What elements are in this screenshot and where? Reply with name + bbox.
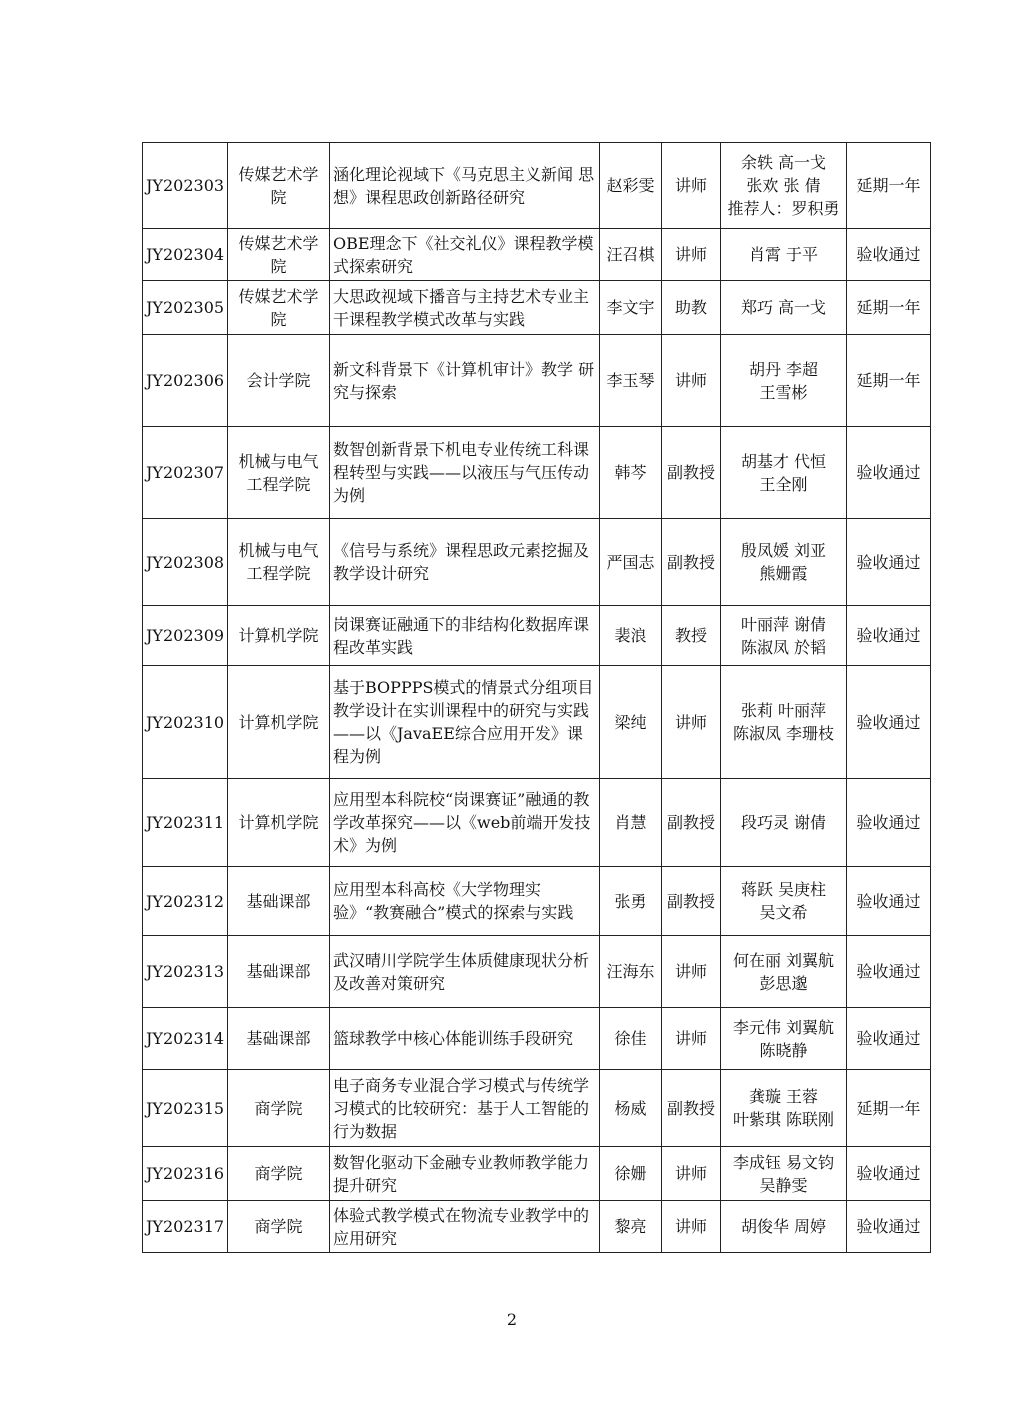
- result-cell: 验收通过: [847, 936, 931, 1008]
- rank-cell: 助教: [662, 281, 721, 335]
- project-title-cell: 篮球教学中核心体能训练手段研究: [330, 1008, 600, 1070]
- rank-cell: 副教授: [662, 779, 721, 867]
- result-cell: 验收通过: [847, 606, 931, 666]
- rank-cell: 讲师: [662, 666, 721, 779]
- members-cell: 李元伟 刘翼航 陈晓静: [721, 1008, 847, 1070]
- result-cell: 验收通过: [847, 1147, 931, 1201]
- project-title-cell: 涵化理论视域下《马克思主义新闻 思想》课程思政创新路径研究: [330, 143, 600, 229]
- department-cell: 传媒艺术学 院: [228, 143, 330, 229]
- project-id-cell: JY202304: [143, 229, 228, 281]
- project-id-cell: JY202308: [143, 519, 228, 606]
- members-cell: 蒋跃 吴庚柱 吴文希: [721, 867, 847, 936]
- result-cell: 验收通过: [847, 1201, 931, 1253]
- project-title-cell: 电子商务专业混合学习模式与传统学习模式的比较研究：基于人工智能的行为数据: [330, 1070, 600, 1147]
- table-row: [143, 1147, 931, 1201]
- result-cell: 延期一年: [847, 143, 931, 229]
- result-cell: 验收通过: [847, 427, 931, 519]
- project-id-cell: JY202310: [143, 666, 228, 779]
- rank-cell: 讲师: [662, 335, 721, 427]
- project-title-cell: 新文科背景下《计算机审计》教学 研究与探索: [330, 335, 600, 427]
- project-id-cell: JY202305: [143, 281, 228, 335]
- members-cell: 李成钰 易文钧 吴静雯: [721, 1147, 847, 1201]
- result-cell: 延期一年: [847, 335, 931, 427]
- result-cell: 验收通过: [847, 666, 931, 779]
- result-cell: 验收通过: [847, 867, 931, 936]
- members-cell: 张莉 叶丽萍 陈淑凤 李珊枝: [721, 666, 847, 779]
- leader-cell: 汪海东: [600, 936, 662, 1008]
- project-id-cell: JY202311: [143, 779, 228, 867]
- leader-cell: 徐姗: [600, 1147, 662, 1201]
- leader-cell: 赵彩雯: [600, 143, 662, 229]
- department-cell: 计算机学院: [228, 606, 330, 666]
- project-id-cell: JY202313: [143, 936, 228, 1008]
- project-id-cell: JY202315: [143, 1070, 228, 1147]
- department-cell: 会计学院: [228, 335, 330, 427]
- project-id-cell: JY202317: [143, 1201, 228, 1253]
- department-cell: 机械与电气 工程学院: [228, 519, 330, 606]
- rank-cell: 副教授: [662, 867, 721, 936]
- members-cell: 叶丽萍 谢倩 陈淑凤 於韬: [721, 606, 847, 666]
- rank-cell: 讲师: [662, 1147, 721, 1201]
- project-table: [142, 142, 931, 1253]
- project-title-cell: 《信号与系统》课程思政元素挖掘及教学设计研究: [330, 519, 600, 606]
- members-cell: 郑巧 高一戈: [721, 281, 847, 335]
- leader-cell: 张勇: [600, 867, 662, 936]
- rank-cell: 讲师: [662, 229, 721, 281]
- department-cell: 基础课部: [228, 867, 330, 936]
- table-row: [143, 936, 931, 1008]
- result-cell: 验收通过: [847, 779, 931, 867]
- members-cell: 胡基才 代恒 王全刚: [721, 427, 847, 519]
- project-id-cell: JY202314: [143, 1008, 228, 1070]
- project-title-cell: 基于BOPPPS模式的情景式分组项目教学设计在实训课程中的研究与实践——以《JavaEE综合应用开发》课程为例: [330, 666, 600, 779]
- page-number: 2: [506, 1310, 518, 1329]
- department-cell: 传媒艺术学 院: [228, 229, 330, 281]
- members-cell: 龚璇 王蓉 叶紫琪 陈联刚: [721, 1070, 847, 1147]
- result-cell: 延期一年: [847, 281, 931, 335]
- department-cell: 计算机学院: [228, 779, 330, 867]
- table-row: [143, 666, 931, 779]
- table-row: [143, 1008, 931, 1070]
- project-title-cell: 应用型本科高校《大学物理实验》“教赛融合”模式的探索与实践: [330, 867, 600, 936]
- leader-cell: 韩芩: [600, 427, 662, 519]
- result-cell: 验收通过: [847, 229, 931, 281]
- department-cell: 基础课部: [228, 936, 330, 1008]
- rank-cell: 副教授: [662, 519, 721, 606]
- leader-cell: 肖慧: [600, 779, 662, 867]
- rank-cell: 副教授: [662, 1070, 721, 1147]
- leader-cell: 汪召棋: [600, 229, 662, 281]
- department-cell: 商学院: [228, 1070, 330, 1147]
- rank-cell: 讲师: [662, 936, 721, 1008]
- rank-cell: 教授: [662, 606, 721, 666]
- leader-cell: 李玉琴: [600, 335, 662, 427]
- table-body: [143, 143, 931, 1253]
- leader-cell: 李文宇: [600, 281, 662, 335]
- table-row: [143, 779, 931, 867]
- table-row: [143, 229, 931, 281]
- table-row: [143, 335, 931, 427]
- members-cell: 殷凤媛 刘亚 熊姗霞: [721, 519, 847, 606]
- table-row: [143, 1070, 931, 1147]
- members-cell: 胡丹 李超 王雪彬: [721, 335, 847, 427]
- result-cell: 验收通过: [847, 519, 931, 606]
- project-title-cell: 体验式教学模式在物流专业教学中的应用研究: [330, 1201, 600, 1253]
- department-cell: 基础课部: [228, 1008, 330, 1070]
- leader-cell: 杨威: [600, 1070, 662, 1147]
- project-id-cell: JY202309: [143, 606, 228, 666]
- project-id-cell: JY202307: [143, 427, 228, 519]
- leader-cell: 裴浪: [600, 606, 662, 666]
- members-cell: 肖霄 于平: [721, 229, 847, 281]
- project-title-cell: OBE理念下《社交礼仪》课程教学模式探索研究: [330, 229, 600, 281]
- members-cell: 段巧灵 谢倩: [721, 779, 847, 867]
- table-row: [143, 867, 931, 936]
- rank-cell: 副教授: [662, 427, 721, 519]
- table-row: [143, 519, 931, 606]
- project-title-cell: 数智创新背景下机电专业传统工科课程转型与实践——以液压与气压传动为例: [330, 427, 600, 519]
- department-cell: 商学院: [228, 1201, 330, 1253]
- table-row: [143, 281, 931, 335]
- result-cell: 延期一年: [847, 1070, 931, 1147]
- project-title-cell: 武汉晴川学院学生体质健康现状分析及改善对策研究: [330, 936, 600, 1008]
- project-id-cell: JY202303: [143, 143, 228, 229]
- table-row: [143, 143, 931, 229]
- members-cell: 胡俊华 周婷: [721, 1201, 847, 1253]
- department-cell: 传媒艺术学 院: [228, 281, 330, 335]
- members-cell: 余轶 高一戈 张欢 张 倩 推荐人：罗积勇: [721, 143, 847, 229]
- leader-cell: 黎亮: [600, 1201, 662, 1253]
- table-row: [143, 606, 931, 666]
- leader-cell: 严国志: [600, 519, 662, 606]
- project-title-cell: 岗课赛证融通下的非结构化数据库课程改革实践: [330, 606, 600, 666]
- rank-cell: 讲师: [662, 143, 721, 229]
- project-title-cell: 应用型本科院校“岗课赛证”融通的教学改革探究——以《web前端开发技术》为例: [330, 779, 600, 867]
- project-id-cell: JY202306: [143, 335, 228, 427]
- project-title-cell: 数智化驱动下金融专业教师教学能力提升研究: [330, 1147, 600, 1201]
- leader-cell: 徐佳: [600, 1008, 662, 1070]
- leader-cell: 梁纯: [600, 666, 662, 779]
- table-row: [143, 427, 931, 519]
- department-cell: 商学院: [228, 1147, 330, 1201]
- project-id-cell: JY202312: [143, 867, 228, 936]
- members-cell: 何在丽 刘翼航 彭思邈: [721, 936, 847, 1008]
- rank-cell: 讲师: [662, 1201, 721, 1253]
- department-cell: 机械与电气 工程学院: [228, 427, 330, 519]
- project-title-cell: 大思政视域下播音与主持艺术专业主干课程教学模式改革与实践: [330, 281, 600, 335]
- result-cell: 验收通过: [847, 1008, 931, 1070]
- table-row: [143, 1201, 931, 1253]
- rank-cell: 讲师: [662, 1008, 721, 1070]
- department-cell: 计算机学院: [228, 666, 330, 779]
- project-id-cell: JY202316: [143, 1147, 228, 1201]
